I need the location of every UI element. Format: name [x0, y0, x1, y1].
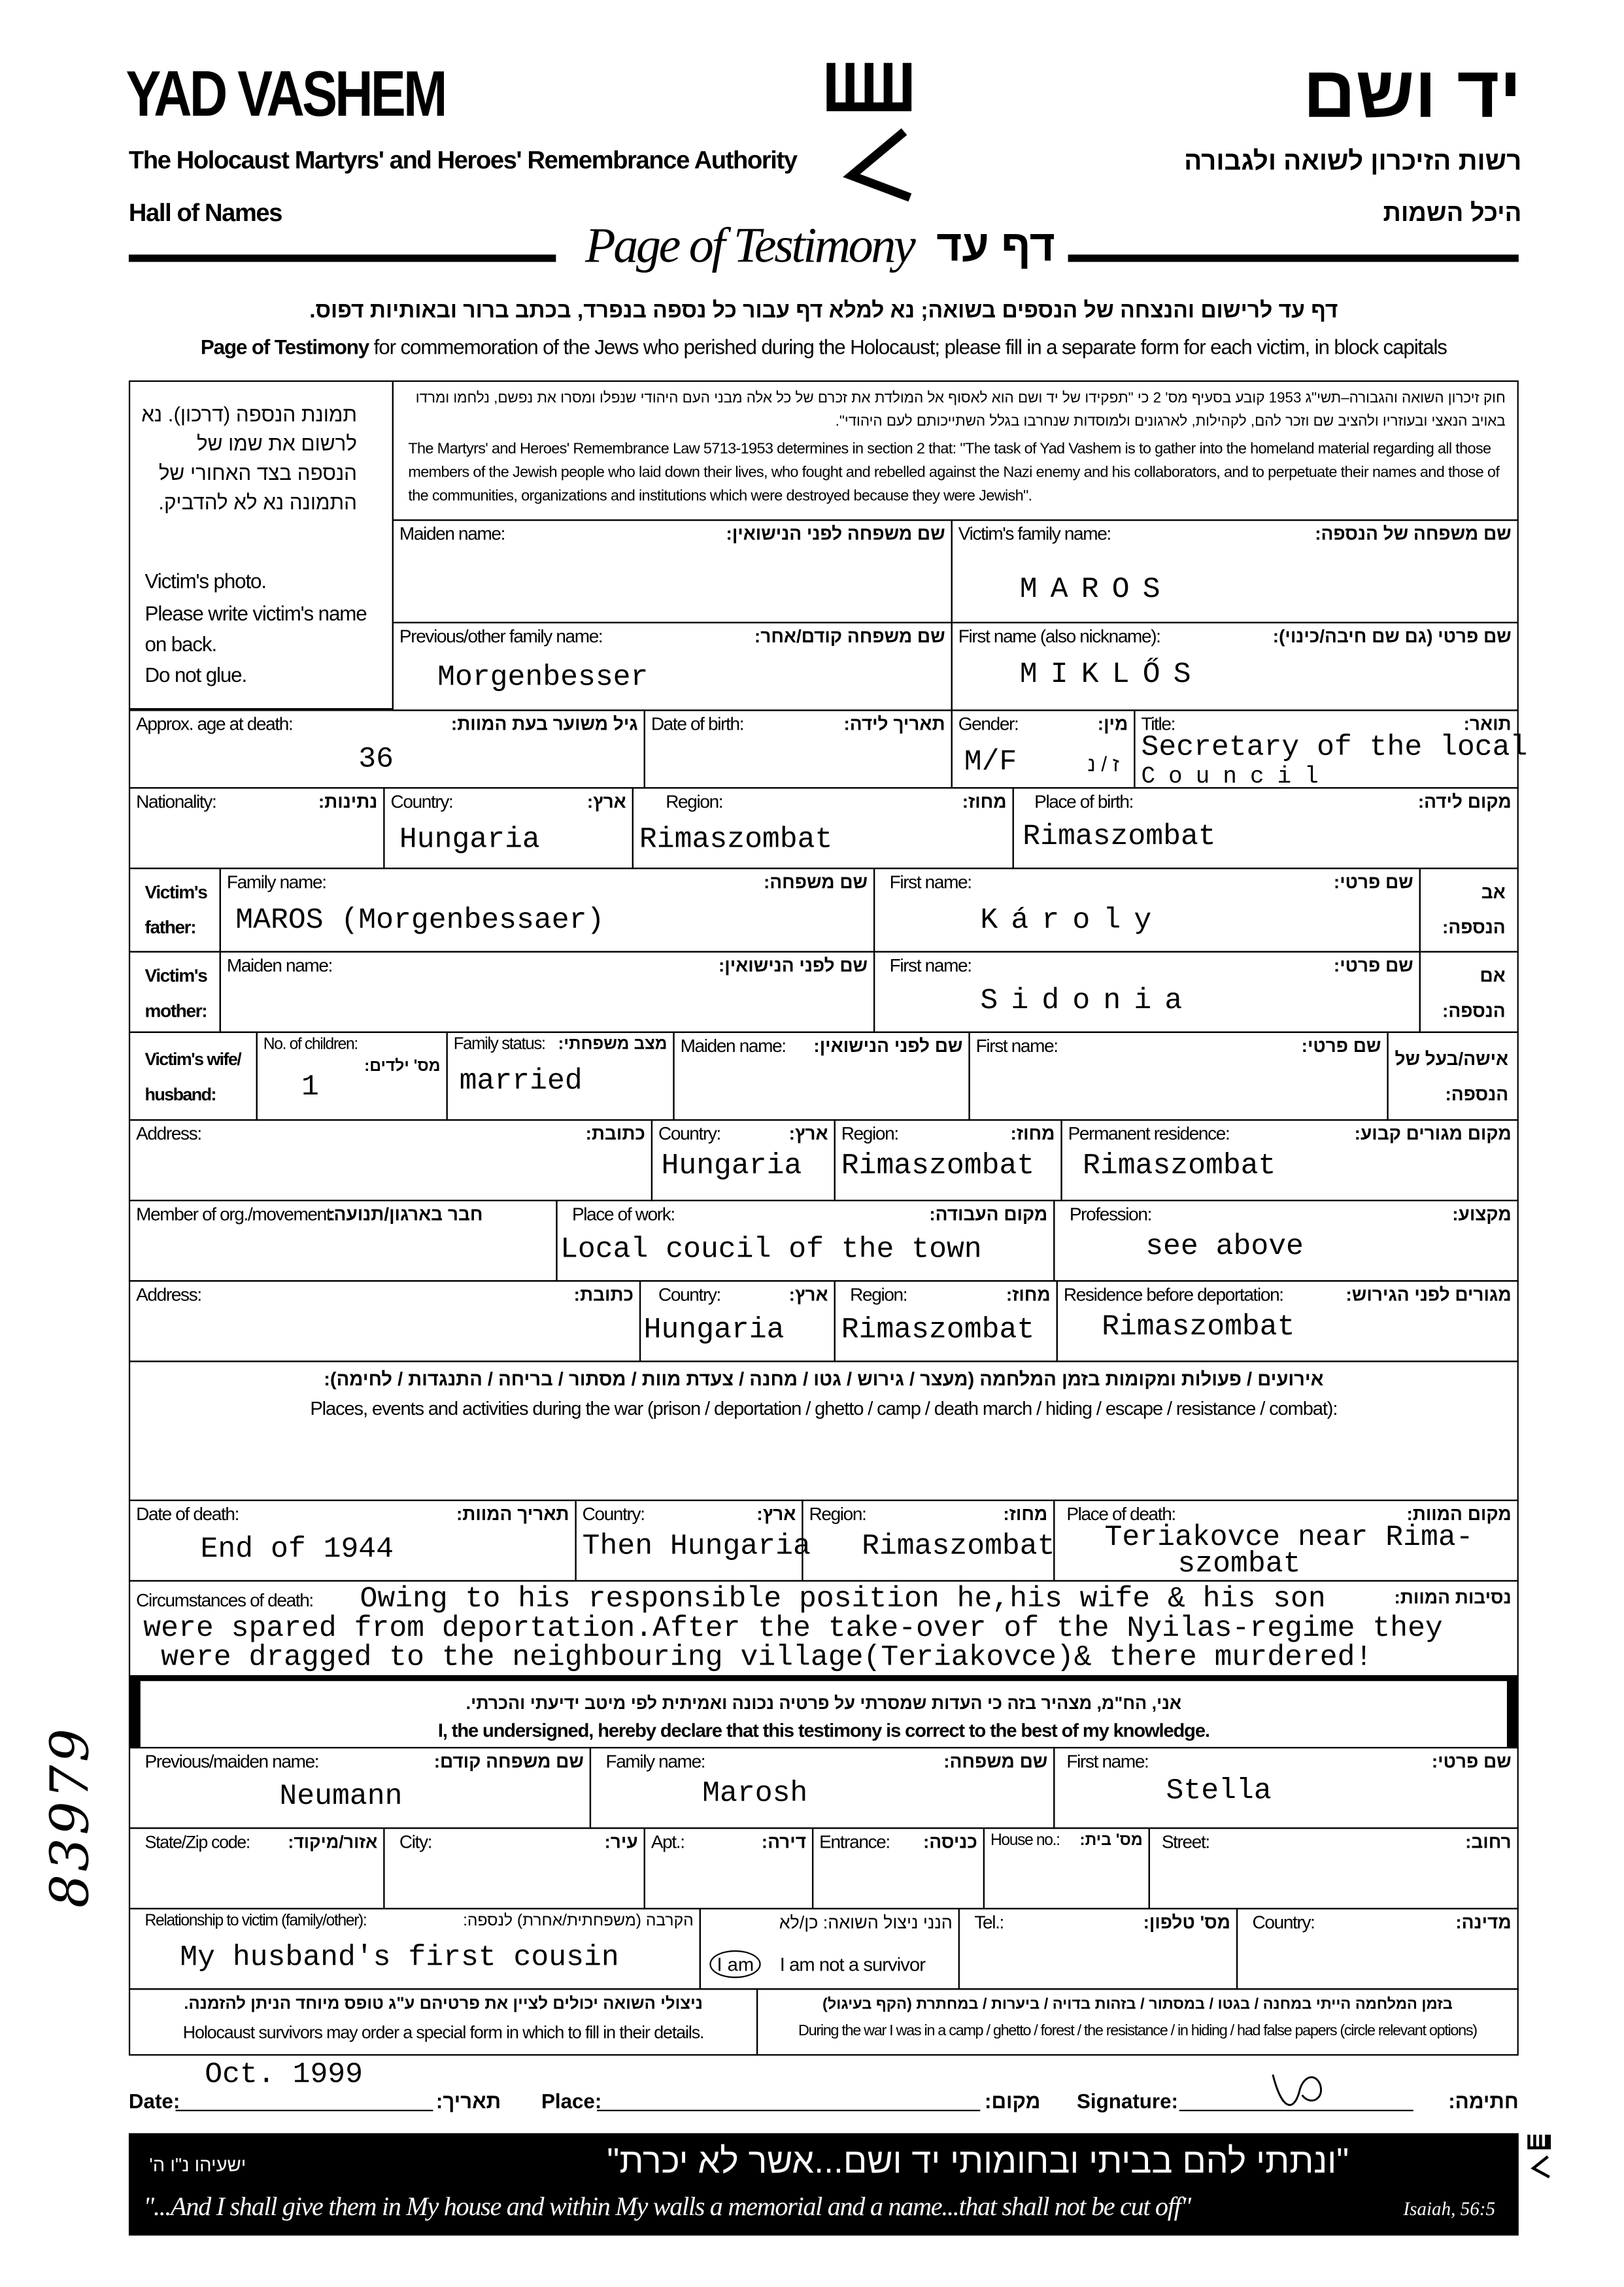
label: Region:: [841, 1123, 898, 1144]
quote-ref-he: ישעיהו נ"ו ה': [149, 2154, 246, 2176]
label: State/Zip code:: [144, 1831, 250, 1853]
yad-vashem-small-logo-icon: [1526, 2130, 1555, 2189]
label-he: שם פרטי (גם שם חיבה/כינוי):: [1272, 626, 1512, 647]
label: Date of death:: [136, 1504, 239, 1525]
age-field[interactable]: [129, 709, 645, 788]
submitter-tel-field[interactable]: [958, 1908, 1238, 1990]
submitter-city-field[interactable]: [383, 1827, 645, 1909]
label-he: נתינות:: [318, 791, 378, 812]
instructions-en: [129, 335, 1519, 358]
label: Victim's father:: [144, 882, 207, 938]
label: Maiden name:: [680, 1036, 786, 1057]
label: Member of org./movement:: [136, 1204, 335, 1225]
label: First name:: [1066, 1751, 1149, 1772]
label-he: חבר בארגון/תנועה:: [328, 1204, 483, 1225]
label-he: הנני ניצול השואה: כן/לא: [779, 1912, 953, 1933]
hall-of-names-he: היכל השמות: [1383, 199, 1522, 227]
maiden-name-field[interactable]: [392, 519, 953, 623]
label: Country:: [1252, 1912, 1315, 1933]
hall-of-names-en: Hall of Names: [128, 199, 282, 227]
value: see above: [1145, 1230, 1304, 1264]
label: First name:: [975, 1036, 1058, 1057]
value: Teriakovce near Rima-: [1104, 1521, 1474, 1555]
father-label-cell: [129, 868, 221, 953]
label-he: עיר:: [604, 1831, 638, 1853]
address-field[interactable]: [129, 1119, 652, 1201]
label: Profession:: [1069, 1204, 1152, 1225]
mother-first-name-field[interactable]: [873, 951, 1421, 1033]
label-he: ארץ:: [586, 791, 626, 812]
label: Family status:: [453, 1036, 545, 1054]
label: Tel.:: [974, 1912, 1004, 1933]
value: Local coucil of the town: [560, 1233, 982, 1267]
label: Nationality:: [136, 791, 216, 812]
quote-he: "ונתתי להם בביתי ובחומותי יד ושם...אשר לא יכרת": [607, 2142, 1349, 2182]
date-underline: [176, 2110, 433, 2111]
death-country-field[interactable]: [575, 1500, 811, 1582]
instructions-he: דף עד לרישום והנצחה של הנספים בשואה; נא למלא דף עבור כל נספה בנפרד, בכתב ברור ובאותיות דפוס.: [309, 298, 1338, 324]
label-he: אזור/מיקוד:: [288, 1831, 378, 1853]
address-region-field[interactable]: [834, 1119, 1062, 1201]
value: M/F: [964, 746, 1017, 780]
label-he: ארץ:: [756, 1504, 796, 1525]
label-he: אם הנספה:: [1442, 965, 1506, 1021]
label-he: מין:: [1097, 714, 1128, 735]
label: Victim's wife/ husband:: [144, 1049, 241, 1105]
father-first-name-field[interactable]: [873, 868, 1421, 953]
label-he: מחוז:: [1006, 1284, 1051, 1306]
value: My husband's first cousin: [180, 1941, 619, 1976]
family-status-field[interactable]: [447, 1032, 675, 1121]
submitter-family-name-field[interactable]: [590, 1747, 1055, 1829]
label: Approx. age at death:: [136, 714, 293, 735]
spouse-label-cell: [129, 1032, 258, 1121]
value: 36: [358, 743, 394, 777]
label-he: מס' טלפון:: [1143, 1912, 1230, 1933]
value: Rimaszombat: [841, 1313, 1035, 1348]
label-he: שם משפחה של הנספה:: [1315, 524, 1512, 545]
photo-instructions-he: תמונת הנספה (דרכון). נא לרשום את שמו של הנספה בצד האחורי של התמונה נא לא להדביק.: [141, 402, 358, 514]
label-he: מקום לידה:: [1417, 791, 1512, 812]
submitter-entrance-field[interactable]: [812, 1827, 985, 1909]
label: Relationship to victim (family/other):: [144, 1912, 367, 1930]
label-he: שם משפחה קודם/אחר:: [754, 626, 945, 647]
label: First name:: [889, 872, 972, 893]
label: Entrance:: [819, 1831, 890, 1853]
label: Date of birth:: [651, 714, 744, 735]
footer-quote-band: [129, 2133, 1519, 2236]
survivor-field[interactable]: [700, 1908, 960, 1990]
value: MIKLŐS: [1019, 658, 1204, 692]
place-of-death-field[interactable]: [1053, 1500, 1519, 1582]
father-family-name-field[interactable]: [220, 868, 875, 953]
deportation-region-field[interactable]: [834, 1280, 1058, 1362]
submitter-state-zip-field[interactable]: [129, 1827, 385, 1909]
label: Address:: [136, 1123, 201, 1144]
profession-field[interactable]: [1053, 1200, 1519, 1281]
quote-ref-en: Isaiah, 56:5: [1403, 2197, 1496, 2220]
value: szombat: [1177, 1548, 1301, 1582]
instructions-en-text: for commemoration of the Jews who perished during the Holocaust; please fill in a separate form for each victim, in block capitals: [369, 335, 1447, 359]
label: Country:: [658, 1284, 721, 1306]
org-name-en: YAD VASHEM: [126, 58, 445, 131]
handwritten-margin-number: 83979: [41, 1725, 101, 1908]
label: Place of birth:: [1034, 791, 1134, 812]
note-he: בזמן המלחמה הייתי במחנה / בגטו / במסתור / בזהות בדויה / ביערות / במחתרת (הקף בעיגול): [822, 1995, 1453, 2014]
label: Victim's mother:: [144, 965, 207, 1021]
value: Rimaszombat: [1082, 1149, 1276, 1184]
circumstances-line: Owing to his responsible position he,his wife & his son: [360, 1583, 1326, 1617]
label-he: מקום המוות:: [1406, 1504, 1512, 1525]
label: House no.:: [990, 1831, 1060, 1850]
value: Marosh: [702, 1777, 808, 1812]
label: Places, events and activities during the war (prison / deportation / ghetto / camp / death march / hiding / escape / resistance / combat):: [310, 1397, 1338, 1419]
label-he: מגורים לפני הגירוש:: [1345, 1284, 1512, 1306]
previous-family-name-field[interactable]: [392, 622, 953, 711]
mother-label-he-cell: [1419, 951, 1519, 1033]
label-he: מקצוע:: [1452, 1204, 1512, 1225]
value: Secretary of the local: [1141, 731, 1528, 766]
label-he: מקום מגורים קבוע:: [1354, 1123, 1512, 1144]
submitter-country-field[interactable]: [1236, 1908, 1519, 1990]
label-he: תואר:: [1463, 714, 1512, 735]
label: Country:: [582, 1504, 645, 1525]
value: Morgenbesser: [437, 661, 649, 695]
submitter-previous-name-field[interactable]: [129, 1747, 591, 1829]
signature-label-he: חתימה:: [1448, 2089, 1519, 2113]
address-country-field[interactable]: [651, 1119, 836, 1201]
org-name-he: יד ושם: [1302, 51, 1522, 133]
label: Gender:: [958, 714, 1019, 735]
value: 1: [301, 1071, 319, 1105]
value: married: [459, 1065, 583, 1099]
nationality-field[interactable]: [129, 787, 385, 869]
date-of-death-field[interactable]: [129, 1500, 577, 1582]
label-he: אירועים / פעולות ומקומות בזמן המלחמה (מעצר / גירוש / גטו / מחנה / צעדת מוות / מסתור / בריחה / התנגדות / לחימה):: [324, 1368, 1324, 1390]
spouse-label-he-cell: [1387, 1032, 1518, 1121]
mother-label-cell: [129, 951, 221, 1033]
label-he: תאריך לידה:: [843, 714, 945, 735]
label: First name:: [889, 955, 972, 976]
label-he: ארץ:: [788, 1284, 828, 1306]
label: Maiden name:: [399, 524, 505, 545]
label: Family name:: [226, 872, 326, 893]
label-he: כתובת:: [585, 1123, 645, 1144]
submitter-apt-field[interactable]: [644, 1827, 814, 1909]
label: Residence before deportation:: [1063, 1284, 1283, 1306]
label: Country:: [390, 791, 453, 812]
date-value[interactable]: Oct. 1999: [205, 2058, 364, 2093]
photo-instructions-en: Please write victim's name on back.: [144, 601, 367, 656]
value: End of 1944: [200, 1533, 394, 1567]
label-he: שם לפני הנישואין:: [718, 955, 868, 976]
label-he: שם משפחה:: [763, 872, 868, 893]
signature-scribble-icon: [1267, 2066, 1331, 2116]
value: MAROS (Morgenbessaer): [235, 904, 605, 938]
victim-family-name-field[interactable]: [951, 519, 1519, 623]
label: Country:: [658, 1123, 721, 1144]
place-underline[interactable]: [597, 2110, 980, 2111]
date-of-birth-field[interactable]: [644, 709, 953, 788]
survivor-no-option[interactable]: I am not a survivor: [779, 1953, 926, 1976]
label-he: דירה:: [761, 1831, 807, 1853]
label-he: ארץ:: [788, 1123, 828, 1144]
region-field[interactable]: [632, 787, 1014, 869]
label: Region:: [666, 791, 723, 812]
value: Hungaria: [399, 823, 540, 858]
place-of-work-field[interactable]: [556, 1200, 1055, 1281]
divider: [1068, 254, 1519, 262]
submitter-first-name-field[interactable]: [1053, 1747, 1519, 1829]
declaration-band: [129, 1675, 1519, 1748]
form-title-he: דף עד: [936, 222, 1055, 271]
children-count-field[interactable]: [256, 1032, 448, 1121]
photo-instructions-en: Do not glue.: [144, 662, 247, 686]
declaration-he: אני, הח"מ, מצהיר בזה כי העדות שמסרתי על פרטיה נכונה ואמיתית לפי מיטב ידיעתי והכרתי.: [465, 1693, 1182, 1714]
law-text-he: חוק זיכרון השואה והגבורה–תשי"ג 1953 קובע בסעיף מס' 2 כי "תפקידו של יד ושם הוא לאסוף אל המולדת את זכרם של כל אלה מבני העם היהודי שנפלו ומסרו את נפשם, נלחמו ומרדו באויב הנאצי ובעוזריו ולהציב שם וזכר להם, לקהילות, לארגונים ולמוסדות שנחרבו בגלל השתייכותם לעם היהודי".: [415, 390, 1506, 430]
label-he: שם פרטי:: [1301, 1036, 1381, 1057]
gender-field[interactable]: [951, 709, 1136, 788]
place-label: Place:: [541, 2089, 602, 2113]
signature-label: Signature:: [1077, 2089, 1178, 2113]
label-he: מחוז:: [1003, 1504, 1048, 1525]
label-he: שם פרטי:: [1333, 872, 1413, 893]
quote-en: "...And I shall give them in My house and within My walls a memorial and a name...that shall not be cut off": [143, 2192, 1191, 2221]
label-he: שם פרטי:: [1431, 1751, 1512, 1772]
instructions-en-bold: Page of Testimony: [200, 335, 369, 359]
value: Rimaszombat: [1102, 1311, 1295, 1345]
value: Rimaszombat: [841, 1149, 1035, 1184]
value: Sidonia: [980, 985, 1196, 1019]
wartime-status-note: [756, 1988, 1519, 2056]
label: Previous/maiden name:: [144, 1751, 319, 1772]
label: City:: [399, 1831, 432, 1853]
spouse-first-name-field[interactable]: [968, 1032, 1388, 1121]
value: Council: [1141, 764, 1332, 790]
member-of-org-field[interactable]: [129, 1200, 558, 1281]
value: Stella: [1166, 1774, 1272, 1808]
value: Rimaszombat: [639, 823, 833, 858]
label: Circumstances of death:: [136, 1590, 313, 1611]
label: Victim's family name:: [958, 524, 1111, 545]
label-he: גיל משוער בעת המוות:: [450, 714, 638, 735]
label: Permanent residence:: [1068, 1123, 1230, 1144]
note-he: ניצולי השואה יכולים לציין את פרטיהם ע"ג טופס מיוחד הניתן להזמנה.: [184, 1995, 703, 2014]
address-before-deportation-field[interactable]: [129, 1280, 641, 1362]
value: Neumann: [279, 1780, 403, 1814]
label-he: מקום העבודה:: [929, 1204, 1048, 1225]
label: Place of work:: [571, 1204, 675, 1225]
value: Rimaszombat: [1023, 821, 1216, 855]
label-he: מס' בית:: [1079, 1831, 1143, 1850]
value: Hungaria: [643, 1313, 785, 1348]
authority-en: The Holocaust Martyrs' and Heroes' Remembrance Authority: [128, 146, 797, 175]
declaration-en: I, the undersigned, hereby declare that this testimony is correct to the best of my knowledge.: [437, 1719, 1210, 1741]
submitter-house-no-field[interactable]: [983, 1827, 1150, 1909]
label-he: אב הנספה:: [1442, 882, 1506, 938]
label-he: הקרבה (משפחתית/אחרת) לנספה:: [463, 1912, 694, 1930]
label-he: מחוז:: [1010, 1123, 1055, 1144]
signature-line: [128, 2058, 1519, 2118]
label: Street:: [1161, 1831, 1210, 1853]
label-he: שם משפחה לפני הנישואין:: [726, 524, 945, 545]
label: Apt.:: [651, 1831, 685, 1853]
label-he: שם משפחה קודם:: [433, 1751, 584, 1772]
relationship-field[interactable]: [129, 1908, 701, 1990]
mother-maiden-name-field[interactable]: [220, 951, 875, 1033]
label: Place of death:: [1066, 1504, 1176, 1525]
circumstances-line: were spared from deportation.After the take-over of the Nyilas-regime they: [143, 1612, 1443, 1646]
value: Hungaria: [661, 1149, 802, 1184]
value: Károly: [980, 904, 1165, 938]
survivor-yes-option-circled[interactable]: I am: [709, 1950, 761, 1978]
label: Region:: [809, 1504, 866, 1525]
circumstances-line: were dragged to the neighbouring village(Teriakovce)& there murdered!: [161, 1641, 1373, 1676]
label-he: שם משפחה:: [943, 1751, 1048, 1772]
label: First name (also nickname):: [958, 626, 1160, 647]
gender-he-options: ז / נ: [1087, 752, 1119, 776]
form-title-en: Page of Testimony: [585, 219, 914, 274]
label-he: רחוב:: [1465, 1831, 1512, 1853]
note-en: During the war I was in a camp / ghetto / forest / the resistance / in hiding / had false papers (circle relevant options): [798, 2022, 1477, 2040]
label-he: מדינה:: [1455, 1912, 1512, 1933]
authority-he: רשות הזיכרון לשואה ולגבורה: [1184, 146, 1522, 176]
country-field[interactable]: [383, 787, 634, 869]
survivor-form-note: [129, 1988, 758, 2056]
label-he: מצב משפחתי:: [558, 1036, 668, 1054]
label: Address:: [136, 1284, 201, 1306]
label-he: שם פרטי:: [1333, 955, 1413, 976]
label-he: כניסה:: [922, 1831, 977, 1853]
value: Rimaszombat: [862, 1530, 1055, 1565]
place-label-he: מקום:: [985, 2089, 1041, 2113]
label: Family name:: [605, 1751, 705, 1772]
label-he: אישה/בעל של הנספה:: [1395, 1049, 1509, 1105]
date-label-he: תאריך:: [435, 2089, 501, 2113]
submitter-street-field[interactable]: [1149, 1827, 1519, 1909]
title-field[interactable]: [1134, 709, 1528, 790]
place-of-birth-field[interactable]: [1013, 787, 1519, 869]
yad-vashem-logo-icon: [819, 51, 929, 205]
label: No. of children:: [263, 1036, 358, 1054]
law-text-en: The Martyrs' and Heroes' Remembrance Law 5713-1953 determines in section 2 that: "The task of Yad Vashem is to gather into the homeland material regarding all those members of the Jewish people who laid down their lives, who fought and rebelled against the Nazi enemy and his collaborators, and to perpetuate their names and those of the communities, organizations and institutions which were destroyed because they were Jewish".: [408, 440, 1500, 505]
label-he: נסיבות המוות:: [1394, 1587, 1512, 1608]
divider: [129, 254, 556, 262]
deportation-country-field[interactable]: [639, 1280, 836, 1362]
label-he: שם לפני הנישואין:: [813, 1036, 963, 1057]
label: Maiden name:: [226, 955, 333, 976]
residence-before-deportation-field[interactable]: [1057, 1280, 1519, 1362]
photo-cell: [129, 381, 394, 710]
date-label: Date:: [128, 2089, 180, 2113]
father-label-he-cell: [1419, 868, 1519, 953]
label-he: תאריך המוות:: [456, 1504, 569, 1525]
wartime-events-field[interactable]: [129, 1361, 1519, 1501]
permanent-residence-field[interactable]: [1060, 1119, 1518, 1201]
law-text-cell: [392, 381, 1519, 521]
label-he: כתובת:: [573, 1284, 634, 1306]
label: Region:: [850, 1284, 907, 1306]
value: Then Hungaria: [582, 1530, 811, 1565]
photo-instructions-en: Victim's photo.: [144, 569, 266, 593]
label: Previous/other family name:: [399, 626, 603, 647]
value: MAROS: [1019, 573, 1174, 607]
label-he: מס' ילדים:: [364, 1057, 441, 1076]
label: Title:: [1141, 714, 1176, 735]
first-name-field[interactable]: [951, 622, 1519, 711]
spouse-maiden-name-field[interactable]: [673, 1032, 970, 1121]
death-region-field[interactable]: [802, 1500, 1055, 1582]
label-he: מחוז:: [962, 791, 1007, 812]
note-en: Holocaust survivors may order a special form in which to fill in their details.: [182, 2022, 704, 2042]
